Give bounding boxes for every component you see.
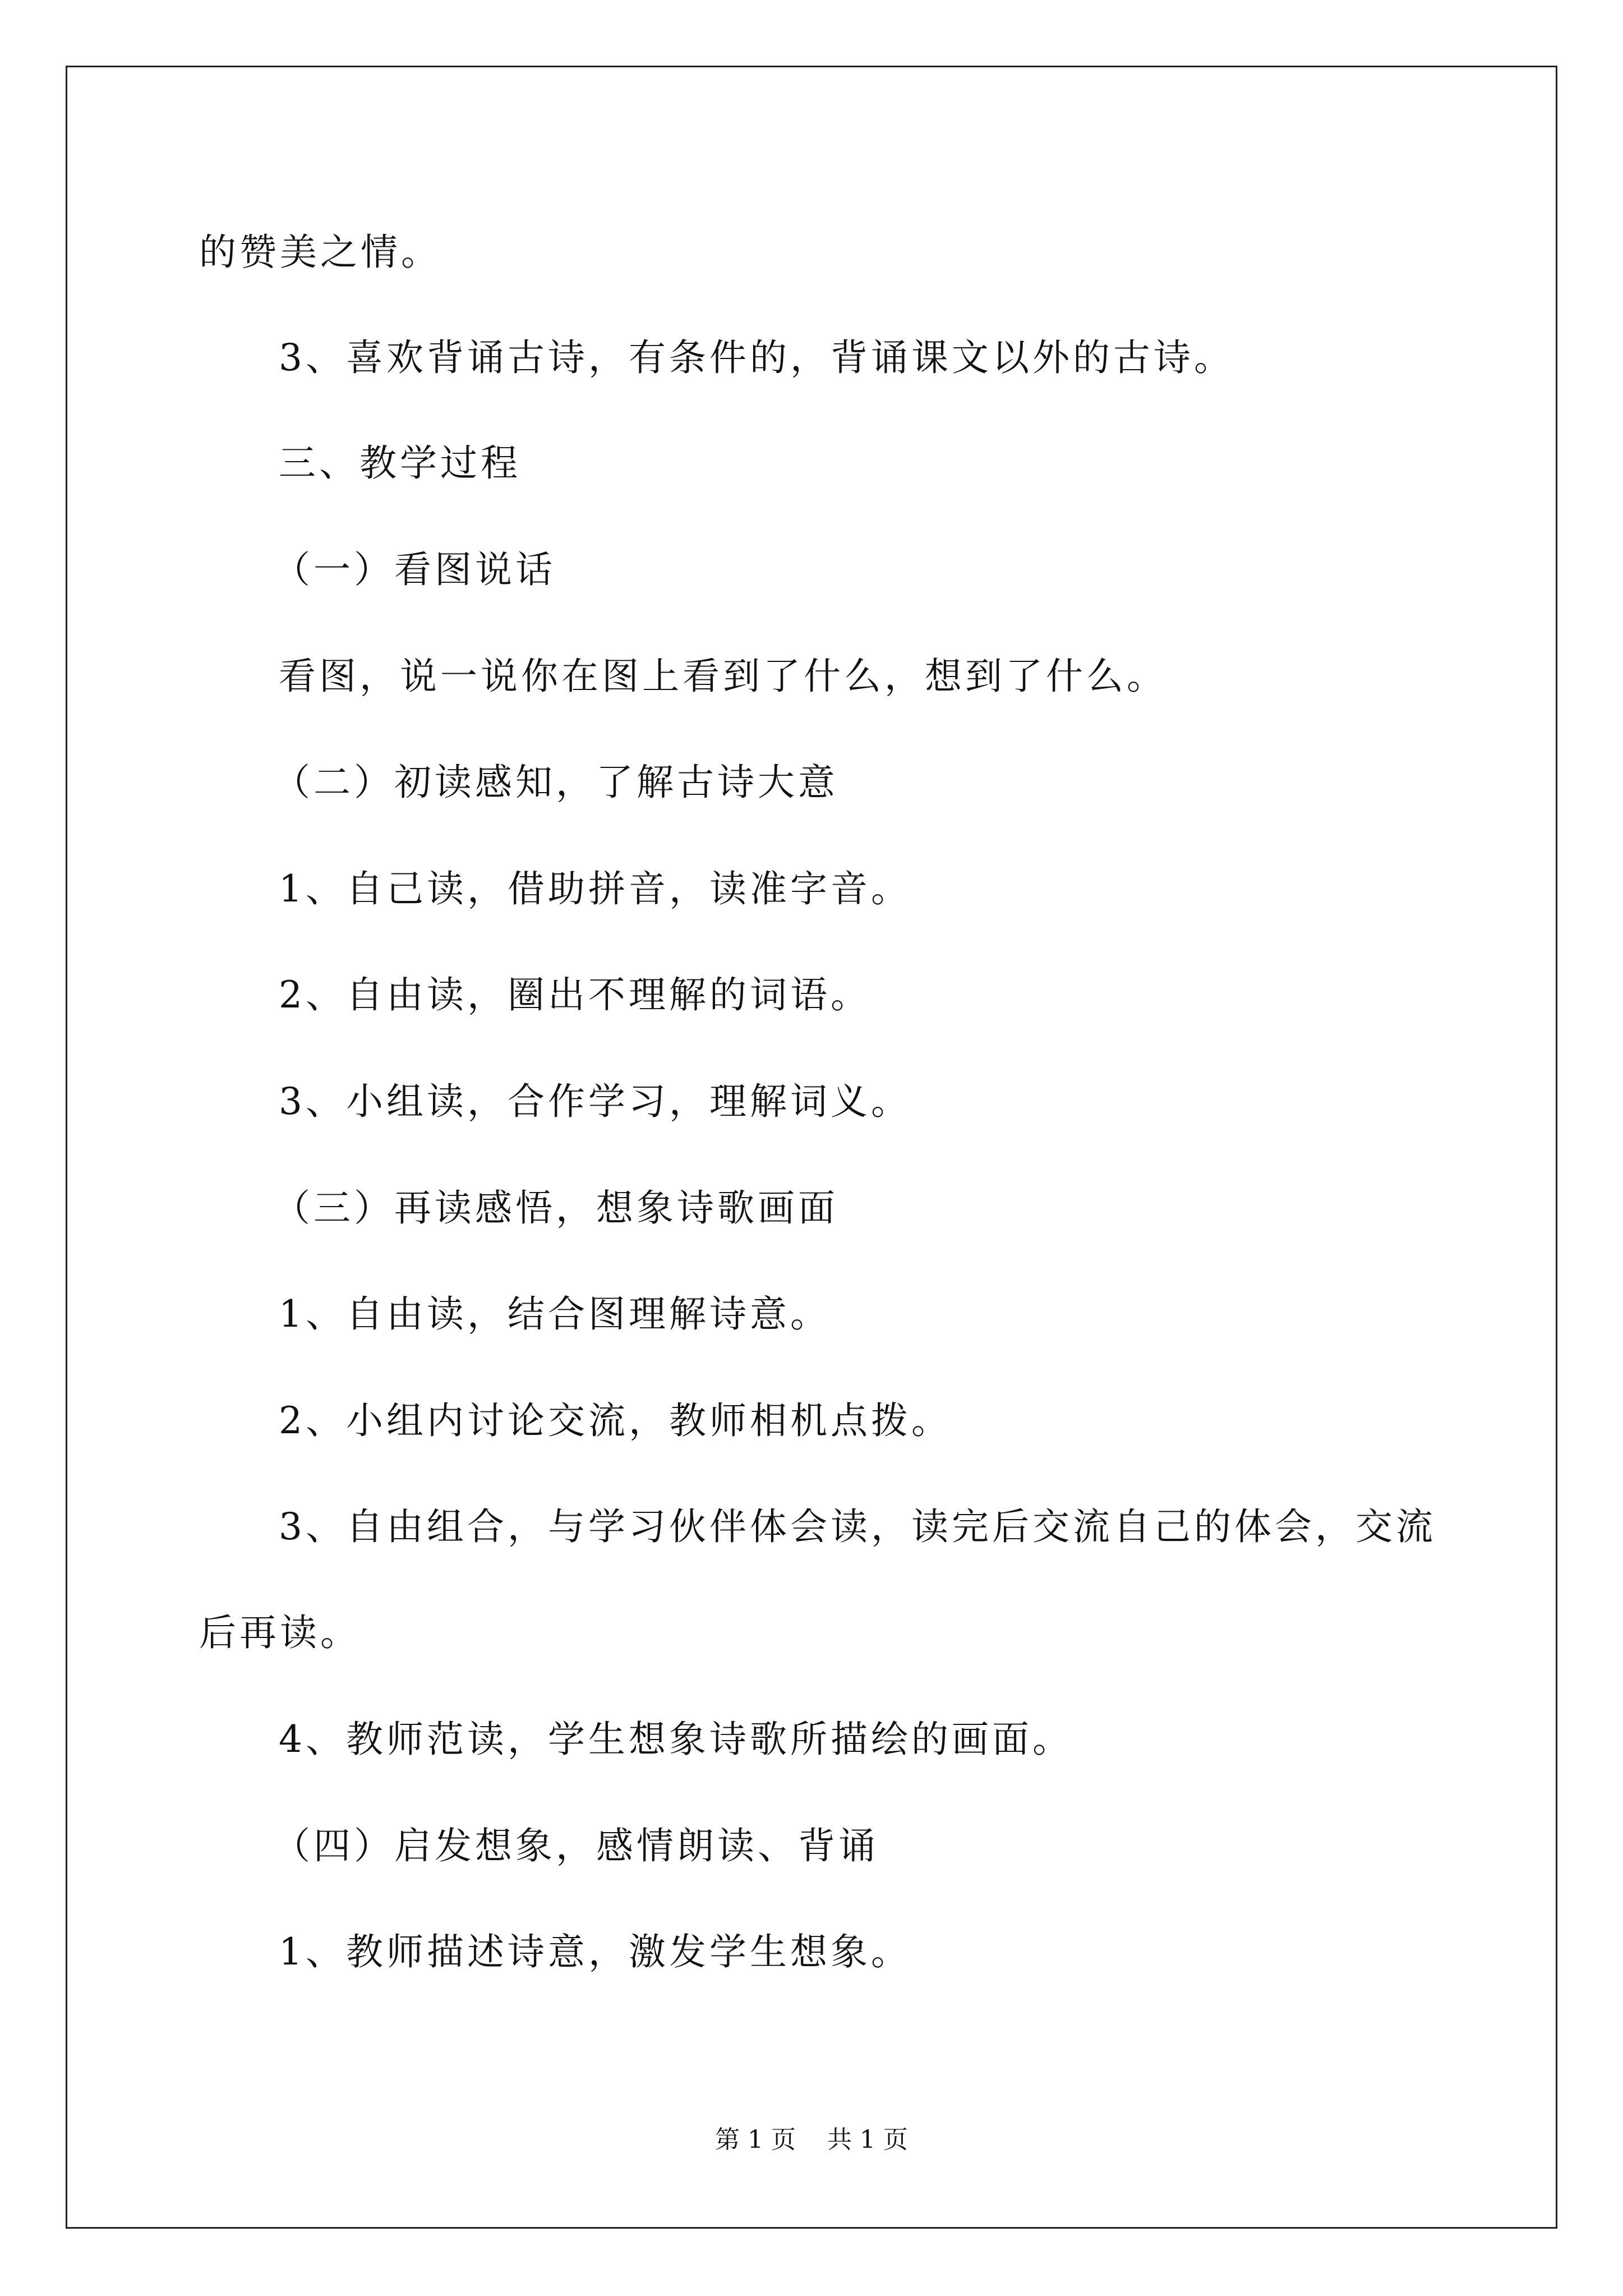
subsection-heading: （一）看图说话 <box>273 548 556 591</box>
list-item: 1、自己读，借助拼音，读准字音。 <box>279 867 911 910</box>
list-item: 3、小组读，合作学习，理解词义。 <box>279 1080 911 1123</box>
list-item: 1、教师描述诗意，激发学生想象。 <box>279 1930 911 1973</box>
objective-item: 3、喜欢背诵古诗，有条件的，背诵课文以外的古诗。 <box>279 336 1234 379</box>
paragraph-continuation: 的赞美之情。 <box>199 231 441 274</box>
list-item: 1、自由读，结合图理解诗意。 <box>279 1292 831 1336</box>
paragraph: 看图，说一说你在图上看到了什么，想到了什么。 <box>279 655 1167 698</box>
page-border <box>66 66 1557 2229</box>
page-number-footer: 第 1 页 共 1 页 <box>715 2125 908 2154</box>
subsection-heading: （四）启发想象，感情朗读、背诵 <box>273 1824 879 1867</box>
list-item: 3、自由组合，与学习伙伴体会读，读完后交流自己的体会，交流 <box>279 1505 1436 1548</box>
subsection-heading: （三）再读感悟，想象诗歌画面 <box>273 1186 838 1230</box>
list-item: 4、教师范读，学生想象诗歌所描绘的画面。 <box>279 1718 1073 1761</box>
section-heading: 三、教学过程 <box>279 441 521 485</box>
list-item-continuation: 后再读。 <box>199 1611 361 1654</box>
list-item: 2、小组内讨论交流，教师相机点拨。 <box>279 1399 952 1442</box>
list-item: 2、自由读，圈出不理解的词语。 <box>279 973 871 1016</box>
subsection-heading: （二）初读感知，了解古诗大意 <box>273 761 838 804</box>
